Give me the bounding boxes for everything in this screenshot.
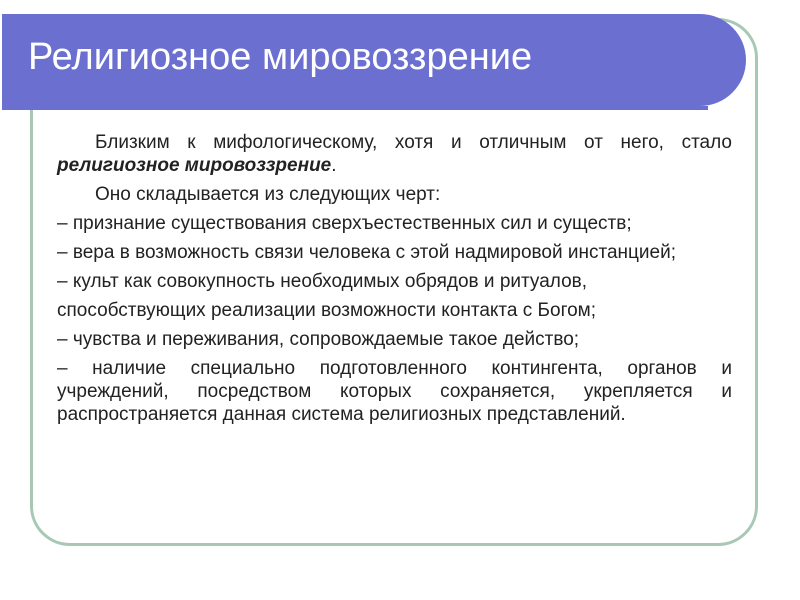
- lead-paragraph: Оно складывается из следующих черт:: [95, 184, 441, 205]
- intro-paragraph: [57, 131, 732, 177]
- list-item: – чувства и переживания, сопровождаемые такое действо;: [57, 329, 580, 350]
- slide-body: [57, 131, 732, 432]
- list-item: – культ как совокупность необходимых обрядов и ритуалов,: [57, 271, 588, 292]
- intro-end: .: [331, 155, 337, 176]
- slide-title: Религиозное мировоззрение: [28, 36, 533, 78]
- list-item: способствующих реализации возможности контакта с Богом;: [57, 300, 596, 321]
- list-item: – вера в возможность связи человека с этой надмировой инстанцией;: [57, 242, 676, 263]
- intro-text: Близким к мифологическому, хотя и отличным от него, стало: [95, 132, 732, 153]
- list-item: – признание существования сверхъестественных сил и существ;: [57, 213, 632, 234]
- title-underline: [2, 106, 708, 110]
- intro-emphasis: религиозное мировоззрение: [57, 155, 332, 176]
- list-item: – наличие специально подготовленного контингента, органов и учреждений, посредством которых сохраняется, укрепляется и распространяется данная система религиозных представлений.: [57, 358, 732, 425]
